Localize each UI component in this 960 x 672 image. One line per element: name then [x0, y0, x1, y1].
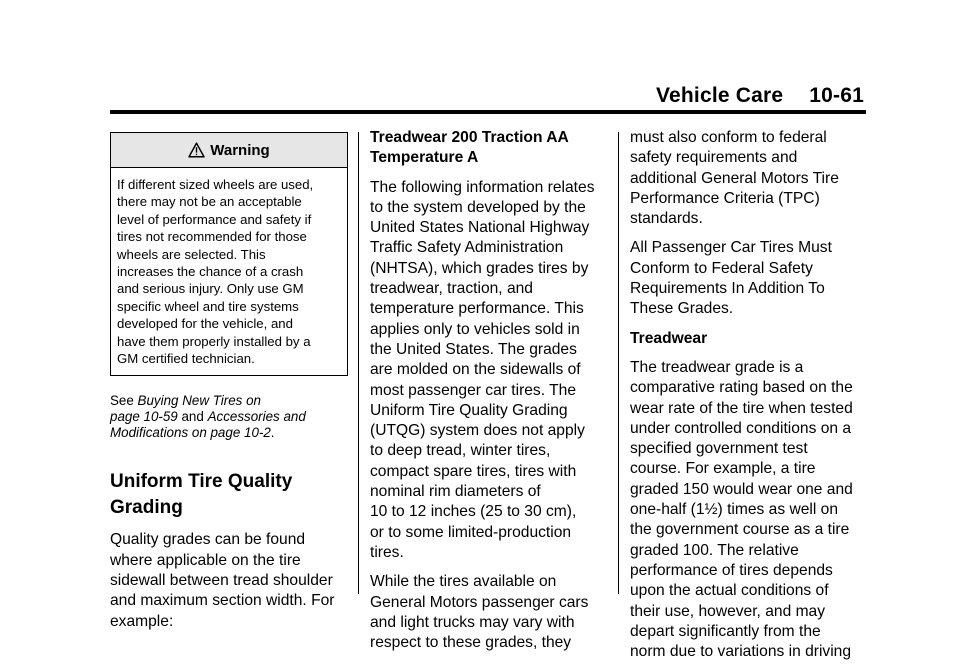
text-line: The treadwear grade is a — [630, 358, 804, 376]
text-line: additional General Motors Tire — [630, 169, 839, 187]
text-line: depart significantly from the — [630, 622, 821, 640]
column-divider-1 — [358, 132, 359, 594]
warning-line: have them properly installed by a — [117, 333, 311, 349]
text-line: one-half (1½) times as well on — [630, 501, 839, 519]
text-line: under controlled conditions on a — [630, 419, 852, 437]
warning-header — [111, 133, 347, 168]
text-line: applies only to vehicles sold in — [370, 320, 580, 338]
utqg-paragraph — [370, 178, 610, 564]
warning-title: Warning — [210, 141, 270, 159]
text-line: General Motors passenger cars — [370, 593, 589, 611]
text-line: nominal rim diameters of — [370, 483, 541, 501]
see-and: and — [177, 409, 208, 425]
text-line: United States National Highway — [370, 219, 590, 237]
text-line: are molded on the sidewalls of — [370, 361, 581, 379]
text-line: treadwear, traction, and — [370, 280, 533, 298]
text-line: to deep tread, winter tires, — [370, 442, 551, 460]
text-line: sidewall between tread shoulder — [110, 572, 333, 590]
text-line: (UTQG) system does not apply — [370, 422, 585, 440]
treadwear-heading: Treadwear — [630, 329, 708, 347]
heading-line: Grading — [110, 497, 183, 519]
text-line: must also conform to federal — [630, 129, 827, 146]
text-line: and maximum section width. For — [110, 592, 335, 610]
federal-paragraph — [630, 128, 870, 229]
text-line: to the system developed by the — [370, 198, 586, 216]
see-label: See — [110, 393, 138, 409]
text-line: course. For example, a tire — [630, 460, 816, 478]
section-title: Vehicle Care — [655, 84, 784, 107]
text-line: or to some limited-production — [370, 523, 572, 541]
xref-accessories-page[interactable]: Modifications on page 10-2 — [110, 425, 271, 441]
text-line: Quality grades can be found — [110, 531, 306, 549]
text-line: graded 100. The relative — [630, 541, 799, 559]
warning-line: there may not be an acceptable — [117, 194, 302, 210]
warning-line: If different sized wheels are used, — [117, 177, 314, 192]
warning-line: and serious injury. Only use GM — [117, 281, 304, 297]
page-number: 10-61 — [809, 84, 864, 107]
text-line: their use, however, and may — [630, 602, 826, 620]
warning-line: wheels are selected. This — [117, 246, 266, 262]
text-line: graded 150 would wear one and — [630, 480, 853, 498]
column-divider-2 — [618, 132, 619, 594]
text-line: (NHTSA), which grades tires by — [370, 259, 589, 277]
text-line: Requirements In Addition To — [630, 280, 825, 298]
warning-triangle-icon — [188, 142, 205, 158]
gm-tires-paragraph — [370, 572, 610, 653]
see-also-note — [110, 393, 350, 441]
text-line: Treadwear 200 Traction AA — [370, 129, 569, 146]
text-line: While the tires available on — [370, 573, 557, 591]
see-end: . — [270, 425, 275, 441]
text-line: wear rate of the tire when tested — [630, 399, 853, 417]
xref-buying-new-tires-page[interactable]: page 10-59 — [110, 409, 178, 425]
xref-buying-new-tires[interactable]: Buying New Tires on — [137, 393, 261, 409]
text-line: specified government test — [630, 440, 808, 458]
text-line: Conform to Federal Safety — [630, 259, 813, 277]
heading-line: Uniform Tire Quality — [110, 471, 293, 493]
warning-line: GM certified technician. — [117, 351, 255, 367]
text-line: standards. — [630, 210, 703, 228]
warning-line: developed for the vehicle, and — [117, 316, 293, 332]
text-line: example: — [110, 612, 174, 630]
passenger-tires-paragraph — [630, 238, 870, 319]
text-line: and light trucks may vary with — [370, 613, 575, 631]
text-line: most passenger car tires. The — [370, 381, 576, 399]
text-line: compact spare tires, tires with — [370, 462, 577, 480]
column-2 — [370, 128, 610, 653]
warning-line: level of performance and safety if — [117, 211, 312, 227]
treadwear-paragraph — [630, 358, 870, 662]
text-line: Uniform Tire Quality Grading — [370, 401, 568, 419]
text-line: temperature performance. This — [370, 300, 584, 318]
warning-line: tires not recommended for those — [117, 229, 307, 245]
text-line: Temperature A — [370, 149, 479, 167]
text-line: The following information relates — [370, 178, 595, 196]
text-line: All Passenger Car Tires Must — [630, 239, 832, 257]
header-rule — [110, 110, 866, 114]
text-line: where applicable on the tire — [110, 551, 301, 569]
section-intro — [110, 530, 350, 631]
text-line: respect to these grades, they — [370, 634, 572, 652]
warning-box — [110, 132, 348, 376]
column-3 — [630, 128, 870, 662]
text-line: the government course as a tire — [630, 521, 850, 539]
text-line: the United States. The grades — [370, 340, 577, 358]
text-line: comparative rating based on the — [630, 379, 853, 397]
warning-text — [111, 168, 347, 375]
page-header — [656, 84, 864, 108]
warning-line: increases the chance of a crash — [117, 264, 304, 280]
column-1 — [110, 128, 350, 632]
xref-accessories[interactable]: Accessories and — [207, 409, 306, 425]
warning-line: specific wheel and tire systems — [117, 298, 299, 314]
text-line: norm due to variations in driving — [630, 643, 852, 661]
text-line: performance of tires depends — [630, 561, 833, 579]
text-line: tires. — [370, 543, 404, 561]
text-line: safety requirements and — [630, 149, 798, 167]
text-line: 10 to 12 inches (25 to 30 cm), — [370, 503, 577, 521]
text-line: Traffic Safety Administration — [370, 239, 564, 257]
grade-example — [370, 128, 610, 169]
text-line: These Grades. — [630, 300, 734, 318]
text-line: upon the actual conditions of — [630, 582, 829, 600]
text-line: Performance Criteria (TPC) — [630, 189, 820, 207]
section-heading — [110, 469, 350, 521]
